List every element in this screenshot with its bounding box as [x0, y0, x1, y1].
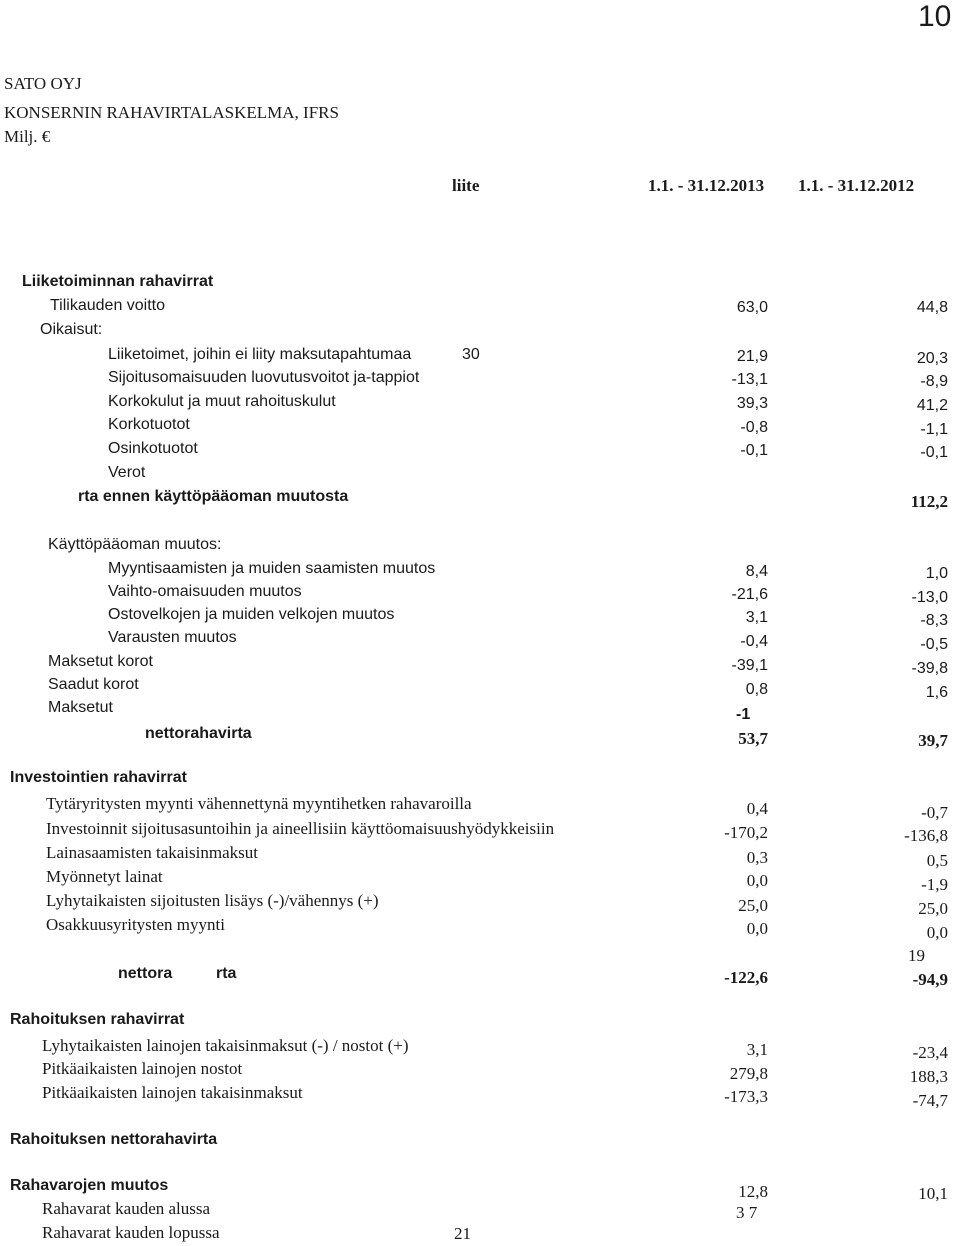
value-2012: 188,3 — [909, 1067, 948, 1086]
value-2012: 0,5 — [926, 851, 948, 870]
row-label: Korkotuotot — [108, 416, 190, 433]
value-2013: -13,1 — [731, 371, 768, 388]
value-2012: -8,3 — [920, 612, 948, 629]
row-label: Investoinnit sijoitusasuntoihin ja aineellisiin käyttöomaisuushyödykkeisiin — [46, 819, 555, 838]
value-2012: -13,0 — [911, 589, 948, 606]
working-capital-label: Käyttöpääoman muutos: — [48, 536, 222, 553]
section-heading-financing: Rahoituksen rahavirrat — [10, 1011, 185, 1028]
value-2013: 39,3 — [736, 395, 768, 412]
net-cashflow-label: nettora — [118, 965, 173, 982]
net-cashflow-label: nettorahavirta — [145, 725, 252, 742]
row-label: Korkokulut ja muut rahoituskulut — [108, 393, 336, 410]
value-2013: 53,7 — [738, 729, 768, 748]
row-label: Osinkotuotot — [108, 440, 198, 457]
row-label: Maksetut — [48, 699, 113, 716]
value-2012: 10,1 — [918, 1184, 948, 1203]
value-2012: -8,9 — [920, 373, 948, 390]
column-header-2013: 1.1. - 31.12.2013 — [648, 176, 765, 195]
statement-title: KONSERNIN RAHAVIRTALASKELMA, IFRS — [4, 103, 339, 122]
subtotal-label: rta ennen käyttöpääoman muutosta — [78, 488, 349, 505]
row-label: Maksetut korot — [48, 653, 153, 670]
value-2013: 0,3 — [746, 848, 768, 867]
row-label: Tytäryritysten myynti vähennettynä myyntihetken rahavaroilla — [46, 794, 472, 813]
company-name: SATO OYJ — [4, 74, 82, 93]
value-2013: 8,4 — [745, 563, 768, 580]
value-2013: 3,1 — [745, 609, 768, 626]
row-label: Lainasaamisten takaisinmaksut — [46, 843, 258, 862]
value-2013: -0,4 — [740, 633, 768, 650]
value-2012: 25,0 — [918, 899, 948, 918]
section-heading-cash: Rahavarojen muutos — [10, 1177, 169, 1194]
value-2013: 279,8 — [729, 1064, 768, 1083]
value-2012: -0,1 — [920, 444, 948, 461]
page-number: 10 — [918, 0, 952, 33]
row-label: Tilikauden voitto — [50, 297, 166, 314]
row-label: Lyhytaikaisten sijoitusten lisäys (-)/vähennys (+) — [46, 891, 379, 910]
note-ref: 21 — [454, 1224, 471, 1243]
net-cashflow-label-suffix: rta — [216, 965, 237, 982]
value-2013: 0,8 — [745, 681, 768, 698]
value-2012: -39,8 — [911, 660, 948, 677]
value-2012: -0,7 — [921, 803, 948, 822]
value-2012: -94,9 — [912, 970, 948, 989]
value-2012: -1,1 — [920, 421, 948, 438]
row-label: Verot — [108, 464, 146, 481]
value-2013: 21,9 — [736, 348, 768, 365]
value-2012: -136,8 — [904, 826, 948, 845]
row-label: Myönnetyt lainat — [46, 867, 163, 886]
adjustments-label: Oikaisut: — [40, 321, 103, 338]
row-label: Saadut korot — [48, 676, 139, 693]
row-label: Rahavarat kauden alussa — [42, 1199, 211, 1218]
value-2013: 0,0 — [746, 919, 768, 938]
value-2012: -0,5 — [920, 636, 948, 653]
value-2013: 0,4 — [746, 799, 768, 818]
value-2013: 25,0 — [738, 896, 768, 915]
value-2012: -23,4 — [912, 1043, 948, 1062]
value-2012: 39,7 — [918, 731, 948, 750]
value-2013: 63,0 — [736, 299, 768, 316]
row-label: Liiketoimet, joihin ei liity maksutapahtumaa — [108, 346, 412, 363]
value-2012: 0,0 — [926, 923, 948, 942]
row-label: Sijoitusomaisuuden luovutusvoitot ja-tappiot — [108, 369, 420, 386]
value-2012: 44,8 — [916, 299, 948, 316]
row-label: Ostovelkojen ja muiden velkojen muutos — [108, 606, 395, 623]
section-heading-investing: Investointien rahavirrat — [10, 769, 187, 786]
row-label: Varausten muutos — [108, 629, 237, 646]
net-cashflow-label: Rahoituksen nettorahavirta — [10, 1131, 218, 1148]
value-2012: 41,2 — [916, 397, 948, 414]
section-heading-operating: Liiketoiminnan rahavirrat — [22, 273, 214, 290]
row-label: Vaihto-omaisuuden muutos — [108, 583, 302, 600]
value-2013: -0,1 — [740, 442, 768, 459]
value-2013: 3 7 — [736, 1203, 758, 1222]
stray-value: 19 — [908, 946, 925, 965]
row-label: Pitkäaikaisten lainojen takaisinmaksut — [42, 1083, 303, 1102]
value-2012: 20,3 — [916, 350, 948, 367]
value-2012: -1,9 — [921, 875, 948, 894]
column-header-2012: 1.1. - 31.12.2012 — [798, 176, 915, 195]
value-2013: -1 — [736, 706, 751, 723]
row-label: Rahavarat kauden lopussa — [42, 1223, 220, 1242]
value-2012: 1,6 — [925, 684, 948, 701]
note-ref: 30 — [462, 346, 480, 363]
value-2013: -21,6 — [731, 586, 768, 603]
value-2013: 12,8 — [738, 1182, 768, 1201]
unit-label: Milj. € — [4, 127, 51, 146]
value-2013: -173,3 — [724, 1087, 768, 1106]
value-2013: 3,1 — [746, 1040, 768, 1059]
value-2013: -0,8 — [740, 419, 768, 436]
value-2012: -74,7 — [912, 1091, 948, 1110]
row-label: Myyntisaamisten ja muiden saamisten muutos — [108, 560, 436, 577]
column-header-note: liite — [452, 176, 480, 195]
row-label: Lyhytaikaisten lainojen takaisinmaksut (-) / nostot (+) — [42, 1036, 409, 1055]
value-2013: 0,0 — [746, 871, 768, 890]
value-2013: -39,1 — [731, 657, 768, 674]
value-2012: 112,2 — [910, 492, 948, 511]
row-label: Osakkuusyritysten myynti — [46, 915, 225, 934]
row-label: Pitkäaikaisten lainojen nostot — [42, 1059, 243, 1078]
value-2013: -122,6 — [724, 968, 768, 987]
value-2012: 1,0 — [925, 565, 948, 582]
value-2013: -170,2 — [724, 823, 768, 842]
